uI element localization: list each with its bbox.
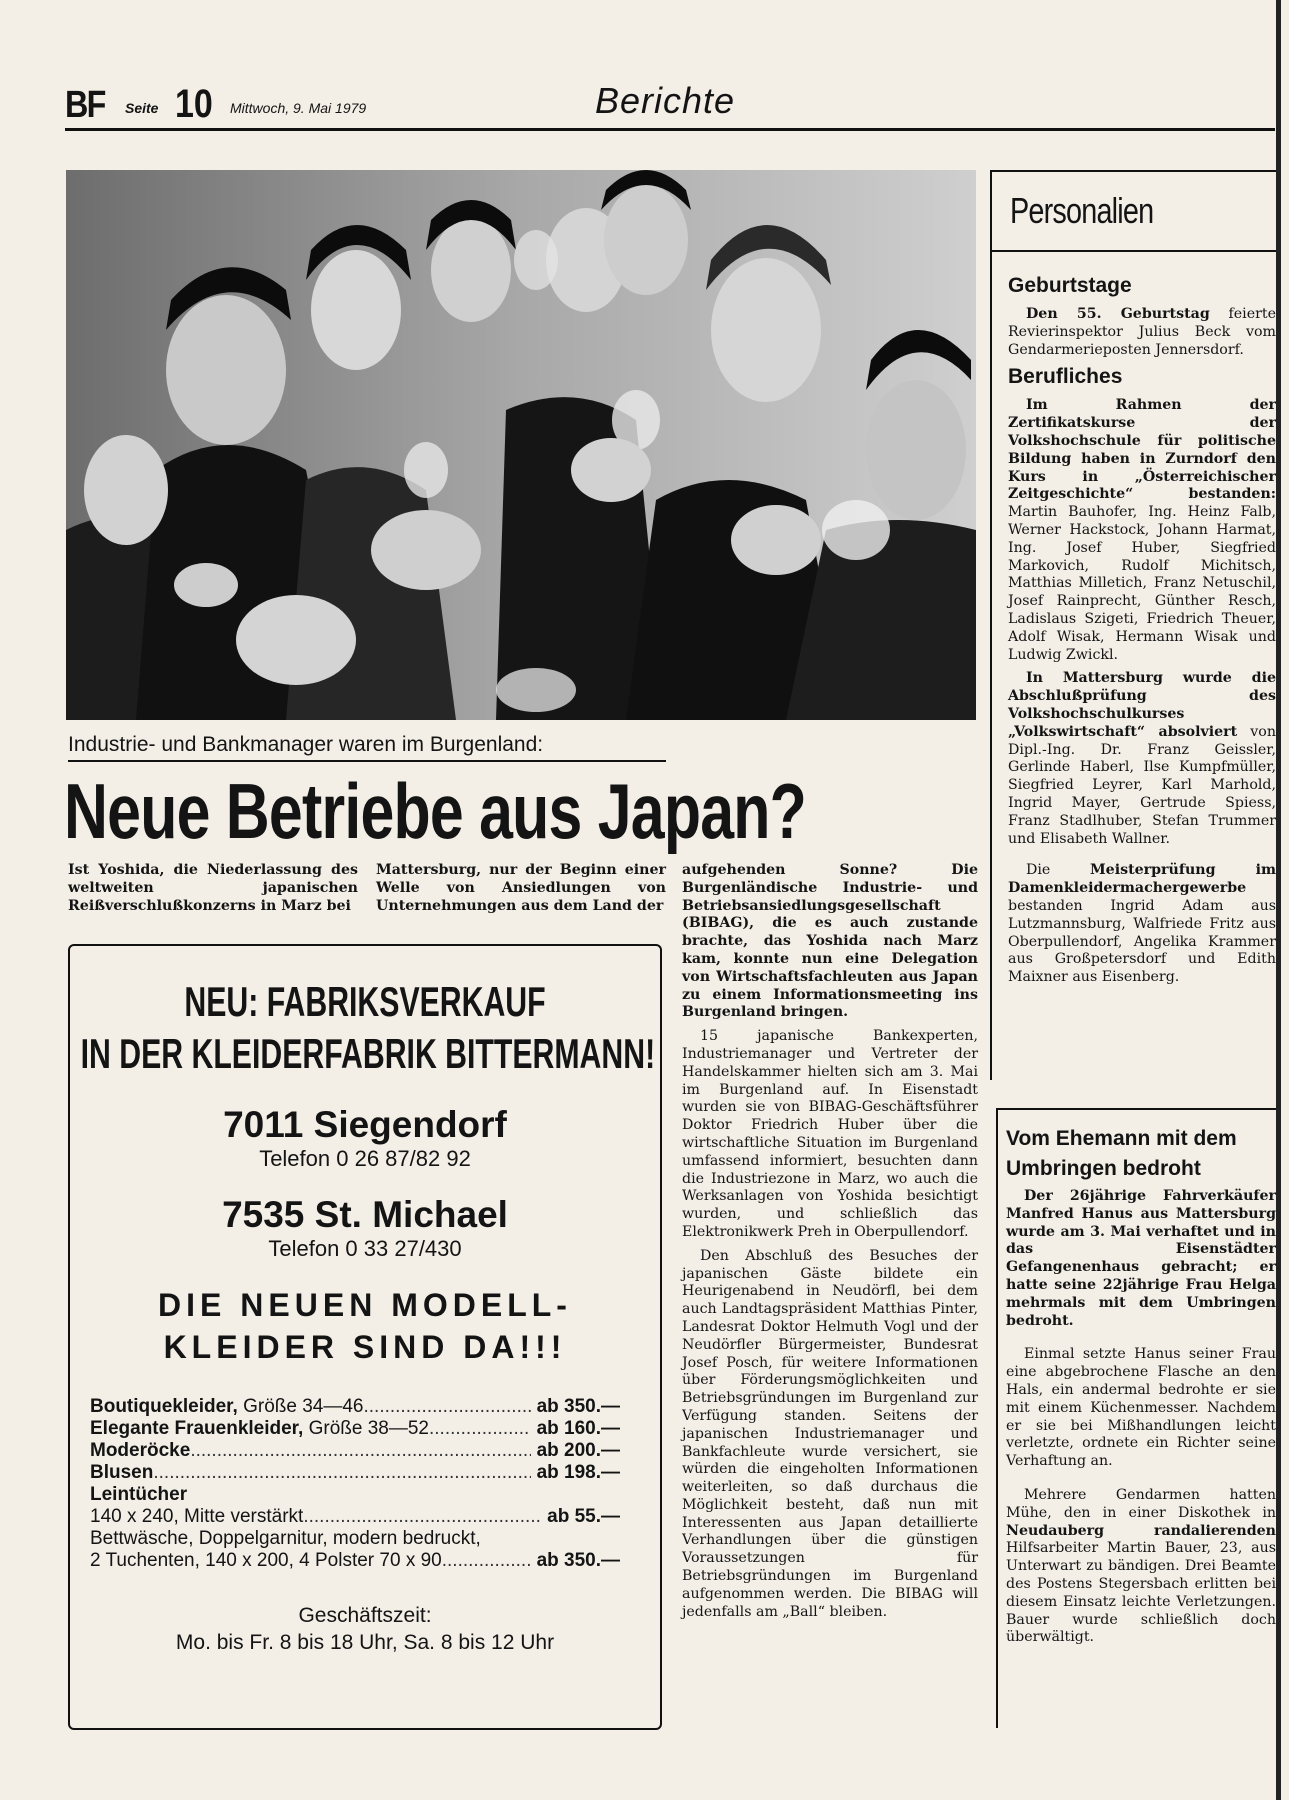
article-kicker: Industrie- und Bankmanager waren im Burgenland: — [68, 733, 544, 756]
item-price: ab 160.— — [536, 1418, 620, 1439]
price-row — [90, 1440, 620, 1462]
story-text: Hilfsarbeiter Martin Bauer, 23, aus Unterwart zu bändigen. Drei Beamte des Postens Stegersbach erlitten bei diesem Einsatz leichte Verletzungen. Bauer wurde schließlich doch überwältigt. — [1006, 1540, 1276, 1646]
ad-slogan-line1: DIE NEUEN MODELL- — [158, 1287, 572, 1323]
personalien-rule — [992, 250, 1276, 252]
ad-hours-label: Geschäftszeit: — [298, 1604, 432, 1627]
story-bold: Neudauberg randalierenden — [1006, 1522, 1276, 1539]
item-name: Leintücher — [90, 1484, 188, 1505]
article-paragraph: Den Abschluß des Besuches der japanischen Gäste bildete ein Heurigenabend in Neudörfl, bei dem auch Landtagspräsident Matthias Pinter, Landesrat Doktor Helmuth Vogl und der Neudörfler Bürgermeister, Bundesrat Josef Posch, für weitere Informationen über Förderungsmöglichkeiten und Betriebsgründungen im Burgenland zur Verfügung standen. Seitens der japanischen Industriemanager und Bankfachleute wurde versichert, sie würden die eingeholten Informationen weiterleiten, so daß durchaus die Möglichkeit besteht, daß nun mit Interessenten aus Japan detaillierte Verhandlungen über die günstigen Voraussetzungen für Betriebsgründungen im Burgenland aufgenommen werden. Die BIBAG will jedenfalls am „Ball“ bleiben. — [682, 1247, 978, 1620]
career-text: von Dipl.-Ing. Dr. Franz Geissler, Gerlinde Haberl, Ilse Kumpfmüller, Siegfried Leyrer, Karl Marhold, Ingrid Mayer, Gertrude Spiess, Franz Stadlhuber, Stefan Trummer und Elisabeth Wallner. — [1008, 723, 1276, 847]
career-bold: Meisterprüfung im Damenkleidermachergewerbe — [1008, 862, 1276, 897]
price-row — [90, 1396, 620, 1418]
article-lead-col1: Ist Yoshida, die Niederlassung des weltweiten japanischen Reißverschlußkonzerns in Marz bei — [68, 862, 358, 914]
item-price: ab 55.— — [547, 1506, 620, 1527]
ad-hours: Mo. bis Fr. 8 bis 18 Uhr, Sa. 8 bis 12 Uhr — [175, 1631, 555, 1654]
birthday-bold: Den 55. Geburtstag — [1026, 306, 1210, 322]
section-title: Berichte — [595, 80, 736, 121]
item-name: Blusen — [90, 1462, 154, 1483]
article-lead-col3: aufgehenden Sonne? Die Burgenländische Industrie- und Betriebsansiedlungsgesellschaft (BIBAG), die es auch zustande brachte, das Yoshida nach Marz kam, konnte nun eine Delegation von Wirtschaftsfachleuten aus Japan zu einem Informationsmeeting ins Burgenland bringen. — [682, 862, 978, 1021]
personalien-title: Personalien — [1010, 190, 1154, 231]
ad-location-1: 7011 Siegendorf — [223, 1104, 507, 1145]
price-row — [90, 1528, 620, 1550]
story-lead: Der 26jährige Fahrverkäufer Manfred Hanus aus Mattersburg wurde am 3. Mai verhaftet und in das Eisenstädter Gefangenenhaus gebracht; er hatte seine 22jährige Frau Helga mehrmals mit dem Umbringen bedroht. — [1006, 1188, 1276, 1329]
item-name: Elegante Frauenkleider, — [90, 1418, 304, 1439]
story-headline: Vom Ehemann mit dem Umbringen bedroht — [1006, 1127, 1237, 1180]
page-header — [65, 80, 1275, 130]
story-body — [1006, 1124, 1276, 1653]
page-edge — [1276, 0, 1281, 1800]
ad-phone-2: Telefon 0 33 27/430 — [268, 1236, 462, 1261]
item-desc: Bettwäsche, Doppelgarnitur, modern bedruckt, — [90, 1528, 481, 1549]
ad-phone-1: Telefon 0 26 87/82 92 — [259, 1146, 471, 1171]
item-price: ab 198.— — [536, 1462, 620, 1483]
item-desc: 2 Tuchenten, 140 x 200, 4 Polster 70 x 90 — [90, 1550, 442, 1571]
kicker-rule — [68, 760, 666, 762]
career-text: Martin Bauhofer, Ing. Heinz Falb, Werner Hackstock, Johann Harmat, Ing. Josef Huber, Siegfried Markovich, Rudolf Michitsch, Matthias Milletich, Franz Netuschil, Josef Rainprecht, Günther Resch, Ladislaus Szigeti, Friedrich Theuer, Adolf Wisak, Hermann Wisak und Ludwig Zwickl. — [1008, 504, 1276, 663]
item-desc: 140 x 240, Mitte verstärkt — [90, 1506, 304, 1527]
price-row — [90, 1506, 620, 1528]
ad-price-list — [90, 1396, 620, 1572]
header-rule — [65, 128, 1275, 131]
ad-headline-line1: NEU: FABRIKSVERKAUF — [184, 978, 546, 1025]
item-price: ab 200.— — [536, 1440, 620, 1461]
personalien-body — [1008, 268, 1276, 993]
subheading-geburtstage: Geburtstage — [1008, 274, 1132, 297]
ad-slogan-line2: KLEIDER SIND DA!!! — [163, 1329, 567, 1365]
photo-illustration — [66, 170, 976, 720]
subheading-berufliches: Berufliches — [1008, 365, 1123, 389]
page-number: 10 — [175, 82, 213, 126]
masthead-logo: BF — [65, 84, 105, 126]
price-row — [90, 1462, 620, 1484]
news-photo — [66, 170, 976, 720]
issue-date: Mittwoch, 9. Mai 1979 — [230, 100, 367, 116]
story-text: Mehrere Gendarmen hatten Mühe, den in einer Diskothek in — [1006, 1486, 1276, 1521]
item-name: Moderöcke — [90, 1440, 191, 1461]
ad-location-2: 7535 St. Michael — [222, 1194, 508, 1235]
price-row — [90, 1418, 620, 1440]
item-name: Boutiquekleider, — [90, 1396, 238, 1417]
advertisement-box — [68, 944, 662, 1730]
item-desc: Größe 34—46 — [237, 1396, 364, 1417]
price-row — [90, 1484, 620, 1506]
article-headline: Neue Betriebe aus Japan? — [64, 767, 807, 855]
ad-headline-line2: IN DER KLEIDERFABRIK BITTERMANN! — [80, 1030, 656, 1077]
item-price: ab 350.— — [536, 1550, 620, 1571]
birthday-text: feierte Revierinspektor Julius Beck vom Gendarmerieposten Jennersdorf. — [1008, 306, 1276, 358]
article-paragraph: 15 japanische Bankexperten, Industriemanager und Vertreter der Handelskammer hielten sich am 3. Mai im Burgenland auf. In Eisenstadt wurden sie von BIBAG-Geschäftsführer Doktor Friedrich Huber über die wirtschaftliche Situation im Burgenland umfassend informiert, besuchten dann die Industriezone in Marz, wo auch die Werksanlagen von Yoshida besichtigt wurden, und schließlich das Elektronikwerk Preh in Oberpullendorf. — [682, 1028, 978, 1240]
career-bold: In Mattersburg wurde die Abschlußprüfung des Volkshochschulkurses „Volkswirtschaft“ absolviert — [1008, 670, 1276, 740]
story-paragraph: Einmal setzte Hanus seiner Frau eine abgebrochene Flasche an den Hals, ein andermal bedrohte er sie mit einem Küchenmesser. Nachdem er sie bei Mißhandlungen leicht verletzte, ordnete ein Richter seine Verhaftung an. — [1006, 1346, 1276, 1470]
article-body-column — [682, 862, 978, 1627]
item-desc: Größe 38—52 — [303, 1418, 429, 1439]
item-price: ab 350.— — [536, 1396, 620, 1417]
career-text: Die — [1026, 862, 1090, 879]
career-text: bestanden Ingrid Adam aus Lutzmannsburg, Walfriede Fritz aus Oberpullendorf, Angelika Krammer aus Großpetersdorf und Edith Maixner aus Eisenberg. — [1008, 897, 1276, 986]
career-bold: Im Rahmen der Zertifikatskurse der Volkshochschule für politische Bildung haben in Zurndorf den Kurs in „Österreichischer Zeitgeschichte“ bestanden: — [1008, 397, 1276, 503]
seite-label: Seite — [125, 100, 159, 116]
price-row — [90, 1550, 620, 1572]
article-lead-col2: Mattersburg, nur der Beginn einer Welle von Ansiedlungen von Unternehmungen aus dem Land der — [376, 862, 666, 914]
